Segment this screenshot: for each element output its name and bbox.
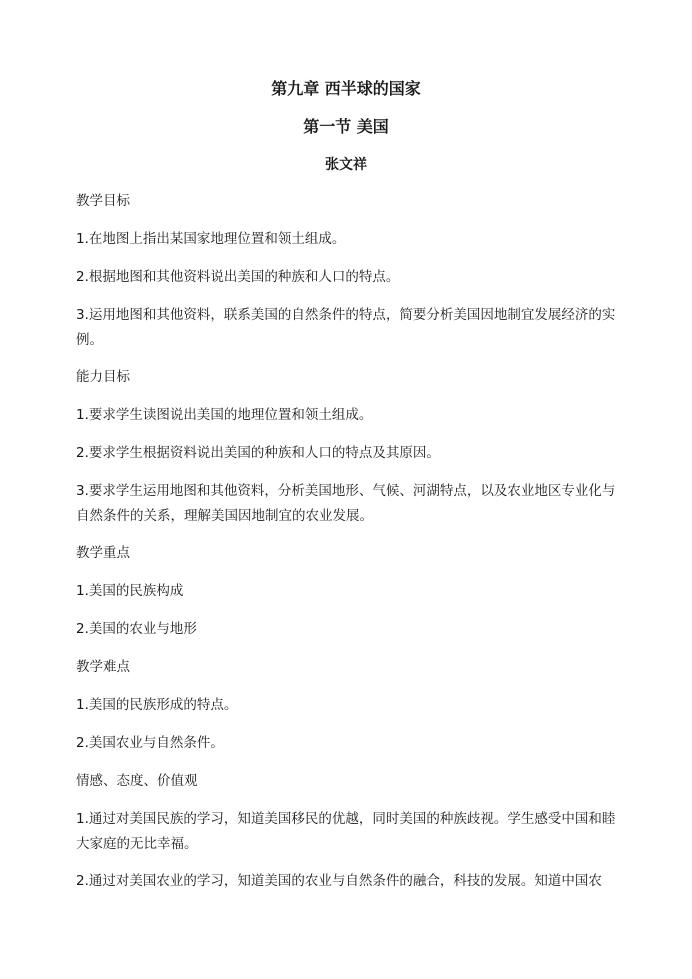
chapter-title: 第九章 西半球的国家	[271, 79, 421, 98]
paragraph: 2.通过对美国农业的学习，知道美国的农业与自然条件的融合，科技的发展。知道中国农	[76, 873, 602, 889]
heading-key-points: 教学重点	[76, 545, 130, 561]
paragraph: 1.在地图上指出某国家地理位置和领土组成。	[76, 231, 346, 247]
paragraph: 2.根据地图和其他资料说出美国的种族和人口的特点。	[76, 269, 400, 285]
paragraph: 1.美国的民族构成	[76, 583, 184, 599]
author-name: 张文祥	[325, 157, 367, 173]
heading-values: 情感、态度、价值观	[76, 773, 198, 789]
paragraph: 1.美国的民族形成的特点。	[76, 697, 238, 713]
paragraph: 2.要求学生根据资料说出美国的种族和人口的特点及其原因。	[76, 445, 440, 461]
heading-teaching-goals: 教学目标	[76, 193, 130, 209]
paragraph: 1.要求学生读图说出美国的地理位置和领土组成。	[76, 407, 373, 423]
paragraph: 3.运用地图和其他资料，联系美国的自然条件的特点，简要分析美国因地制宜发展经济的实例。	[76, 307, 616, 348]
section-title: 第一节 美国	[303, 117, 389, 136]
paragraph: 3.要求学生运用地图和其他资料，分析美国地形、气候、河湖特点，以及农业地区专业化与自然条件的关系，理解美国因地制宜的农业发展。	[76, 483, 616, 524]
paragraph: 2.美国的农业与地形	[76, 621, 197, 637]
heading-ability-goals: 能力目标	[76, 369, 130, 385]
paragraph: 1.通过对美国民族的学习，知道美国移民的优越，同时美国的种族歧视。学生感受中国和睦大家庭的无比幸福。	[76, 811, 616, 852]
heading-difficulties: 教学难点	[76, 659, 130, 675]
paragraph: 2.美国农业与自然条件。	[76, 735, 224, 751]
